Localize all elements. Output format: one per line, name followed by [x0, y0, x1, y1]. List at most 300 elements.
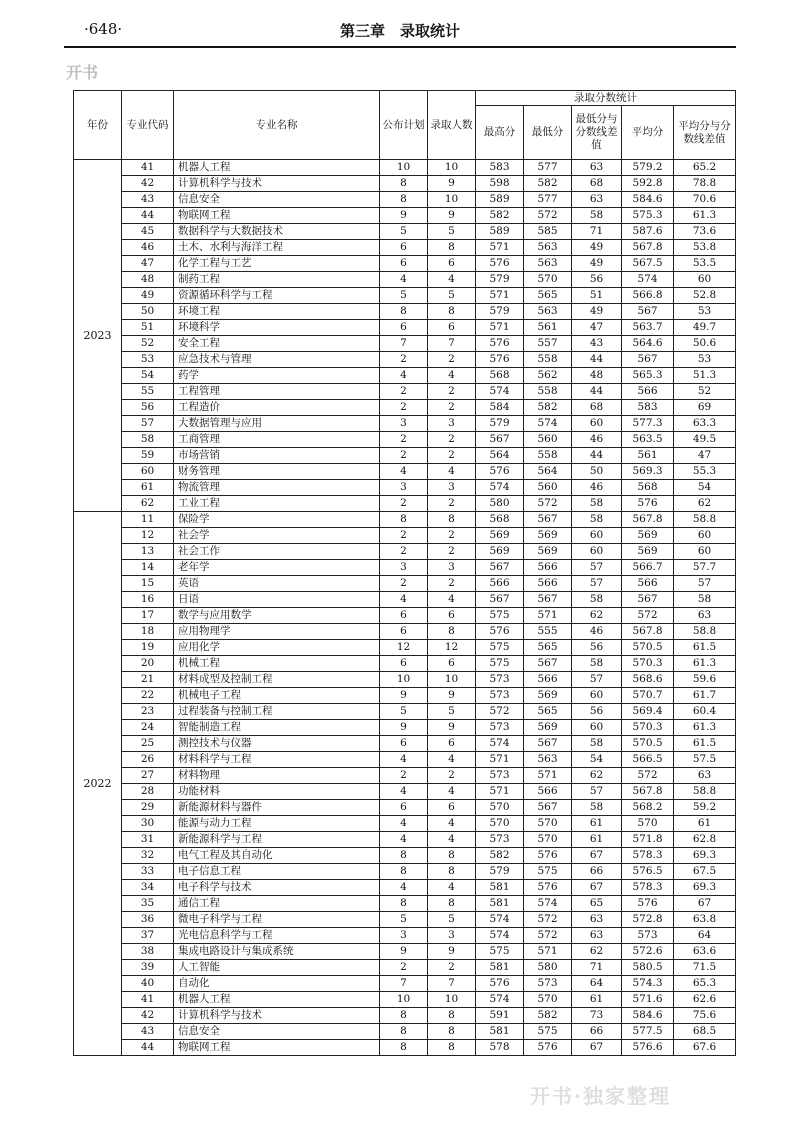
plan-cell: 10	[380, 160, 428, 176]
avg-cell: 568	[622, 480, 674, 496]
min-diff-cell: 58	[572, 592, 622, 608]
avg-cell: 570.5	[622, 640, 674, 656]
table-row	[74, 640, 736, 656]
plan-cell: 2	[380, 384, 428, 400]
name-cell: 计算机科学与技术	[174, 1008, 380, 1024]
plan-cell: 4	[380, 464, 428, 480]
admitted-cell: 9	[428, 688, 476, 704]
plan-cell: 10	[380, 672, 428, 688]
plan-cell: 2	[380, 432, 428, 448]
avg-cell: 571.6	[622, 992, 674, 1008]
name-cell: 社会学	[174, 528, 380, 544]
avg-diff-cell: 60	[674, 272, 736, 288]
avg-cell: 576.5	[622, 864, 674, 880]
min-cell: 585	[524, 224, 572, 240]
col-header-avg: 平均分	[622, 106, 674, 160]
min-diff-cell: 60	[572, 416, 622, 432]
min-diff-cell: 63	[572, 192, 622, 208]
admitted-cell: 4	[428, 272, 476, 288]
max-cell: 573	[476, 672, 524, 688]
min-diff-cell: 43	[572, 336, 622, 352]
min-cell: 563	[524, 256, 572, 272]
table-row	[74, 736, 736, 752]
page-number: ·648·	[84, 20, 123, 38]
table-row	[74, 480, 736, 496]
name-cell: 新能源材料与器件	[174, 800, 380, 816]
code-cell: 46	[122, 240, 174, 256]
admitted-cell: 4	[428, 368, 476, 384]
avg-cell: 568.6	[622, 672, 674, 688]
min-cell: 569	[524, 528, 572, 544]
min-cell: 566	[524, 784, 572, 800]
avg-diff-cell: 65.3	[674, 976, 736, 992]
table-row	[74, 400, 736, 416]
min-diff-cell: 58	[572, 496, 622, 512]
name-cell: 药学	[174, 368, 380, 384]
code-cell: 57	[122, 416, 174, 432]
name-cell: 电气工程及其自动化	[174, 848, 380, 864]
plan-cell: 5	[380, 224, 428, 240]
plan-cell: 6	[380, 320, 428, 336]
name-cell: 能源与动力工程	[174, 816, 380, 832]
code-cell: 32	[122, 848, 174, 864]
plan-cell: 8	[380, 1008, 428, 1024]
table-row	[74, 320, 736, 336]
plan-cell: 6	[380, 608, 428, 624]
code-cell: 28	[122, 784, 174, 800]
table-row	[74, 208, 736, 224]
min-diff-cell: 49	[572, 256, 622, 272]
plan-cell: 8	[380, 864, 428, 880]
admitted-cell: 7	[428, 976, 476, 992]
code-cell: 15	[122, 576, 174, 592]
min-diff-cell: 58	[572, 656, 622, 672]
min-cell: 569	[524, 688, 572, 704]
admitted-cell: 4	[428, 816, 476, 832]
col-header-max: 最高分	[476, 106, 524, 160]
avg-cell: 578.3	[622, 848, 674, 864]
avg-cell: 584.6	[622, 1008, 674, 1024]
code-cell: 33	[122, 864, 174, 880]
code-cell: 49	[122, 288, 174, 304]
min-diff-cell: 57	[572, 560, 622, 576]
name-cell: 人工智能	[174, 960, 380, 976]
max-cell: 581	[476, 1024, 524, 1040]
name-cell: 财务管理	[174, 464, 380, 480]
min-cell: 575	[524, 864, 572, 880]
min-cell: 567	[524, 512, 572, 528]
max-cell: 598	[476, 176, 524, 192]
plan-cell: 7	[380, 336, 428, 352]
plan-cell: 4	[380, 816, 428, 832]
table-row	[74, 960, 736, 976]
table-row	[74, 592, 736, 608]
min-cell: 573	[524, 976, 572, 992]
code-cell: 43	[122, 1024, 174, 1040]
admitted-cell: 4	[428, 592, 476, 608]
max-cell: 574	[476, 480, 524, 496]
table-row	[74, 976, 736, 992]
min-cell: 561	[524, 320, 572, 336]
min-cell: 577	[524, 160, 572, 176]
admitted-cell: 8	[428, 1040, 476, 1056]
code-cell: 37	[122, 928, 174, 944]
avg-cell: 587.6	[622, 224, 674, 240]
min-cell: 576	[524, 880, 572, 896]
table-row	[74, 912, 736, 928]
avg-cell: 584.6	[622, 192, 674, 208]
max-cell: 583	[476, 160, 524, 176]
plan-cell: 5	[380, 704, 428, 720]
code-cell: 19	[122, 640, 174, 656]
avg-diff-cell: 50.6	[674, 336, 736, 352]
code-cell: 58	[122, 432, 174, 448]
col-header-code: 专业代码	[122, 91, 174, 160]
avg-cell: 579.2	[622, 160, 674, 176]
plan-cell: 5	[380, 912, 428, 928]
name-cell: 自动化	[174, 976, 380, 992]
table-row	[74, 576, 736, 592]
watermark-stamp: 开书	[66, 63, 99, 82]
admitted-cell: 7	[428, 336, 476, 352]
col-header-min-diff: 最低分与分数线差值	[572, 106, 622, 160]
min-cell: 572	[524, 912, 572, 928]
avg-diff-cell: 61.3	[674, 656, 736, 672]
admitted-cell: 12	[428, 640, 476, 656]
avg-diff-cell: 63.3	[674, 416, 736, 432]
code-cell: 52	[122, 336, 174, 352]
min-diff-cell: 62	[572, 768, 622, 784]
max-cell: 576	[476, 624, 524, 640]
avg-cell: 572	[622, 768, 674, 784]
table-row	[74, 832, 736, 848]
code-cell: 21	[122, 672, 174, 688]
plan-cell: 8	[380, 192, 428, 208]
col-header-year: 年份	[74, 91, 122, 160]
avg-diff-cell: 57	[674, 576, 736, 592]
admitted-cell: 5	[428, 224, 476, 240]
min-diff-cell: 58	[572, 208, 622, 224]
name-cell: 制药工程	[174, 272, 380, 288]
max-cell: 576	[476, 256, 524, 272]
admitted-cell: 10	[428, 192, 476, 208]
plan-cell: 2	[380, 496, 428, 512]
code-cell: 53	[122, 352, 174, 368]
max-cell: 571	[476, 288, 524, 304]
code-cell: 31	[122, 832, 174, 848]
avg-cell: 576	[622, 496, 674, 512]
avg-cell: 592.8	[622, 176, 674, 192]
min-cell: 582	[524, 1008, 572, 1024]
avg-diff-cell: 78.8	[674, 176, 736, 192]
code-cell: 55	[122, 384, 174, 400]
avg-cell: 567	[622, 592, 674, 608]
avg-diff-cell: 49.7	[674, 320, 736, 336]
max-cell: 573	[476, 688, 524, 704]
min-cell: 571	[524, 768, 572, 784]
admitted-cell: 3	[428, 928, 476, 944]
max-cell: 567	[476, 560, 524, 576]
avg-cell: 577.5	[622, 1024, 674, 1040]
code-cell: 16	[122, 592, 174, 608]
avg-cell: 566.5	[622, 752, 674, 768]
min-cell: 580	[524, 960, 572, 976]
min-cell: 566	[524, 560, 572, 576]
max-cell: 571	[476, 240, 524, 256]
avg-cell: 565.3	[622, 368, 674, 384]
plan-cell: 7	[380, 976, 428, 992]
avg-cell: 577.3	[622, 416, 674, 432]
table-row	[74, 672, 736, 688]
col-header-avg-diff: 平均分与分数线差值	[674, 106, 736, 160]
min-diff-cell: 63	[572, 160, 622, 176]
code-cell: 50	[122, 304, 174, 320]
avg-diff-cell: 57.7	[674, 560, 736, 576]
max-cell: 570	[476, 816, 524, 832]
chapter-title: 第三章 录取统计	[339, 22, 460, 40]
min-diff-cell: 60	[572, 720, 622, 736]
plan-cell: 4	[380, 784, 428, 800]
table-body	[74, 160, 736, 1056]
admitted-cell: 5	[428, 704, 476, 720]
min-cell: 565	[524, 704, 572, 720]
avg-diff-cell: 49.5	[674, 432, 736, 448]
plan-cell: 4	[380, 752, 428, 768]
name-cell: 测控技术与仪器	[174, 736, 380, 752]
avg-diff-cell: 59.2	[674, 800, 736, 816]
max-cell: 579	[476, 304, 524, 320]
min-diff-cell: 56	[572, 704, 622, 720]
name-cell: 机械工程	[174, 656, 380, 672]
avg-cell: 563.7	[622, 320, 674, 336]
plan-cell: 3	[380, 928, 428, 944]
min-cell: 566	[524, 576, 572, 592]
min-cell: 574	[524, 416, 572, 432]
code-cell: 13	[122, 544, 174, 560]
min-cell: 569	[524, 720, 572, 736]
avg-diff-cell: 71.5	[674, 960, 736, 976]
min-diff-cell: 58	[572, 512, 622, 528]
admitted-cell: 10	[428, 672, 476, 688]
table-row	[74, 624, 736, 640]
name-cell: 应用物理学	[174, 624, 380, 640]
plan-cell: 6	[380, 256, 428, 272]
avg-diff-cell: 67.5	[674, 864, 736, 880]
min-diff-cell: 56	[572, 640, 622, 656]
plan-cell: 8	[380, 304, 428, 320]
name-cell: 电子信息工程	[174, 864, 380, 880]
avg-cell: 569.4	[622, 704, 674, 720]
table-row	[74, 944, 736, 960]
admitted-cell: 6	[428, 736, 476, 752]
table-row	[74, 864, 736, 880]
plan-cell: 2	[380, 352, 428, 368]
name-cell: 物联网工程	[174, 208, 380, 224]
avg-diff-cell: 69.3	[674, 880, 736, 896]
max-cell: 579	[476, 864, 524, 880]
name-cell: 材料科学与工程	[174, 752, 380, 768]
plan-cell: 4	[380, 272, 428, 288]
table-row	[74, 336, 736, 352]
avg-diff-cell: 61.7	[674, 688, 736, 704]
name-cell: 工业工程	[174, 496, 380, 512]
avg-cell: 572.8	[622, 912, 674, 928]
name-cell: 工程造价	[174, 400, 380, 416]
max-cell: 574	[476, 384, 524, 400]
max-cell: 566	[476, 576, 524, 592]
table-row	[74, 1040, 736, 1056]
table-row	[74, 496, 736, 512]
avg-cell: 567	[622, 352, 674, 368]
min-cell: 555	[524, 624, 572, 640]
avg-cell: 570	[622, 816, 674, 832]
name-cell: 物联网工程	[174, 1040, 380, 1056]
avg-diff-cell: 58	[674, 592, 736, 608]
table-row	[74, 880, 736, 896]
plan-cell: 9	[380, 944, 428, 960]
code-cell: 59	[122, 448, 174, 464]
admitted-cell: 5	[428, 912, 476, 928]
admitted-cell: 9	[428, 944, 476, 960]
avg-diff-cell: 54	[674, 480, 736, 496]
avg-cell: 564.6	[622, 336, 674, 352]
name-cell: 光电信息科学与工程	[174, 928, 380, 944]
min-cell: 572	[524, 496, 572, 512]
min-cell: 582	[524, 400, 572, 416]
admitted-cell: 2	[428, 528, 476, 544]
code-cell: 47	[122, 256, 174, 272]
plan-cell: 10	[380, 992, 428, 1008]
avg-diff-cell: 53	[674, 352, 736, 368]
min-diff-cell: 71	[572, 960, 622, 976]
col-header-admitted: 录取人数	[428, 91, 476, 160]
table-row	[74, 528, 736, 544]
table-row	[74, 752, 736, 768]
min-diff-cell: 67	[572, 880, 622, 896]
min-cell: 565	[524, 640, 572, 656]
table-row	[74, 992, 736, 1008]
avg-cell: 572.6	[622, 944, 674, 960]
avg-diff-cell: 58.8	[674, 624, 736, 640]
plan-cell: 6	[380, 240, 428, 256]
name-cell: 保险学	[174, 512, 380, 528]
avg-diff-cell: 63.6	[674, 944, 736, 960]
min-diff-cell: 66	[572, 1024, 622, 1040]
avg-diff-cell: 61.3	[674, 208, 736, 224]
min-diff-cell: 49	[572, 304, 622, 320]
table-row	[74, 384, 736, 400]
min-diff-cell: 57	[572, 576, 622, 592]
code-cell: 41	[122, 160, 174, 176]
plan-cell: 4	[380, 368, 428, 384]
min-diff-cell: 60	[572, 544, 622, 560]
min-cell: 571	[524, 944, 572, 960]
name-cell: 计算机科学与技术	[174, 176, 380, 192]
avg-diff-cell: 57.5	[674, 752, 736, 768]
name-cell: 智能制造工程	[174, 720, 380, 736]
max-cell: 567	[476, 592, 524, 608]
admitted-cell: 2	[428, 352, 476, 368]
name-cell: 日语	[174, 592, 380, 608]
min-diff-cell: 44	[572, 352, 622, 368]
max-cell: 581	[476, 896, 524, 912]
avg-cell: 569	[622, 544, 674, 560]
code-cell: 29	[122, 800, 174, 816]
avg-cell: 583	[622, 400, 674, 416]
min-cell: 562	[524, 368, 572, 384]
plan-cell: 8	[380, 1040, 428, 1056]
avg-diff-cell: 75.6	[674, 1008, 736, 1024]
admitted-cell: 3	[428, 560, 476, 576]
name-cell: 通信工程	[174, 896, 380, 912]
avg-diff-cell: 53.8	[674, 240, 736, 256]
name-cell: 英语	[174, 576, 380, 592]
table-row	[74, 544, 736, 560]
code-cell: 42	[122, 176, 174, 192]
table-row	[74, 448, 736, 464]
min-diff-cell: 58	[572, 800, 622, 816]
code-cell: 12	[122, 528, 174, 544]
plan-cell: 8	[380, 848, 428, 864]
name-cell: 环境科学	[174, 320, 380, 336]
min-diff-cell: 49	[572, 240, 622, 256]
avg-diff-cell: 70.6	[674, 192, 736, 208]
name-cell: 机械电子工程	[174, 688, 380, 704]
avg-diff-cell: 62.8	[674, 832, 736, 848]
min-cell: 563	[524, 304, 572, 320]
avg-cell: 576	[622, 896, 674, 912]
admitted-cell: 4	[428, 880, 476, 896]
max-cell: 575	[476, 656, 524, 672]
table-row	[74, 704, 736, 720]
max-cell: 576	[476, 464, 524, 480]
plan-cell: 6	[380, 736, 428, 752]
admitted-cell: 2	[428, 432, 476, 448]
min-cell: 576	[524, 848, 572, 864]
admitted-cell: 2	[428, 576, 476, 592]
admitted-cell: 9	[428, 720, 476, 736]
code-cell: 62	[122, 496, 174, 512]
avg-diff-cell: 52.8	[674, 288, 736, 304]
table-row	[74, 896, 736, 912]
avg-diff-cell: 47	[674, 448, 736, 464]
plan-cell: 5	[380, 288, 428, 304]
admitted-cell: 10	[428, 992, 476, 1008]
min-cell: 565	[524, 288, 572, 304]
code-cell: 60	[122, 464, 174, 480]
name-cell: 电子科学与技术	[174, 880, 380, 896]
table-row	[74, 224, 736, 240]
min-diff-cell: 46	[572, 432, 622, 448]
table-row	[74, 720, 736, 736]
avg-diff-cell: 67.6	[674, 1040, 736, 1056]
name-cell: 资源循环科学与工程	[174, 288, 380, 304]
admission-table	[73, 90, 736, 1056]
admitted-cell: 8	[428, 512, 476, 528]
avg-cell: 570.5	[622, 736, 674, 752]
min-cell: 563	[524, 752, 572, 768]
max-cell: 589	[476, 192, 524, 208]
min-diff-cell: 51	[572, 288, 622, 304]
name-cell: 安全工程	[174, 336, 380, 352]
code-cell: 14	[122, 560, 174, 576]
max-cell: 573	[476, 720, 524, 736]
avg-diff-cell: 63.8	[674, 912, 736, 928]
max-cell: 579	[476, 272, 524, 288]
min-diff-cell: 57	[572, 784, 622, 800]
avg-cell: 566.8	[622, 288, 674, 304]
min-cell: 566	[524, 672, 572, 688]
